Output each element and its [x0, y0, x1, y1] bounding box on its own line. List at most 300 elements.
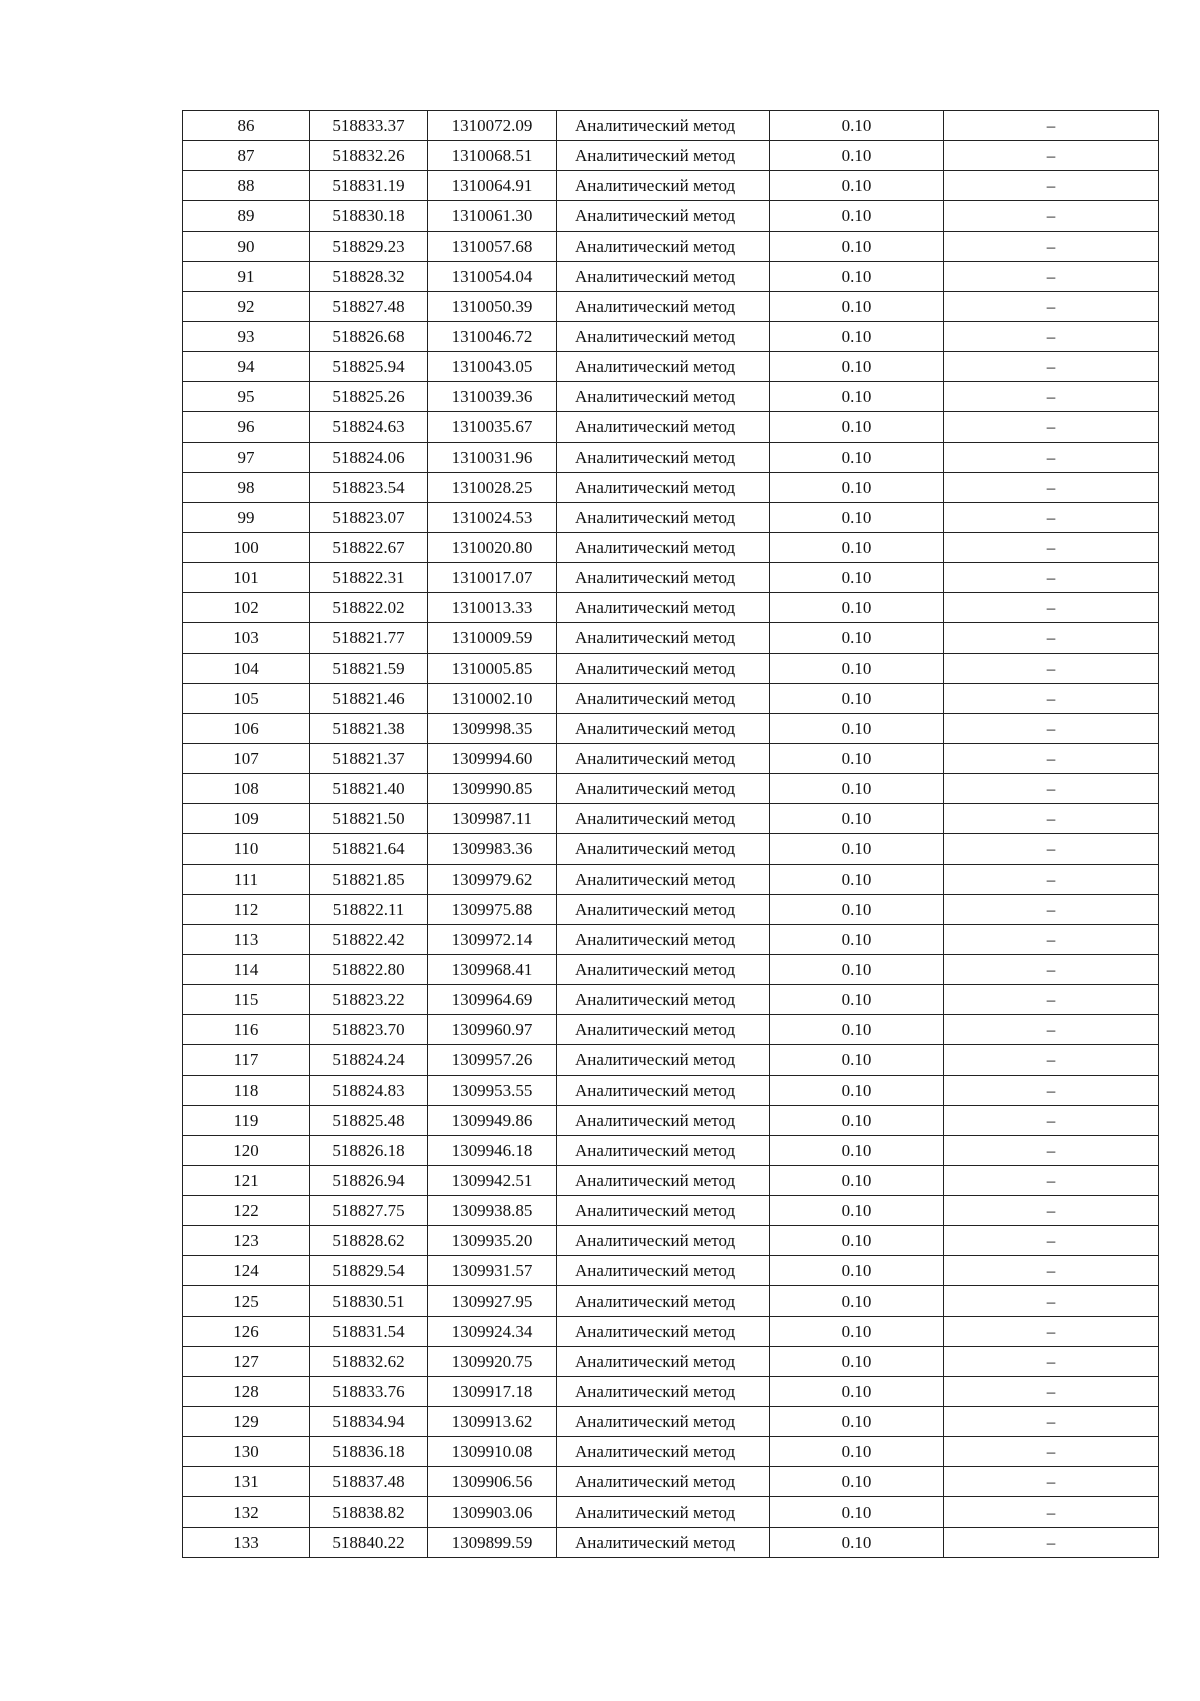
method-cell: Аналитический метод — [557, 412, 770, 442]
table-row — [183, 1196, 1159, 1226]
accuracy-cell: 0.10 — [770, 1316, 944, 1346]
table-row — [183, 111, 1159, 141]
accuracy-cell: 0.10 — [770, 201, 944, 231]
table-row — [183, 1165, 1159, 1195]
x-coordinate-cell: 518821.38 — [310, 713, 428, 743]
point-number-cell: 91 — [183, 261, 310, 291]
y-coordinate-cell: 1310050.39 — [428, 291, 557, 321]
dash-cell: – — [944, 412, 1159, 442]
x-coordinate-cell: 518827.75 — [310, 1196, 428, 1226]
x-coordinate-cell: 518838.82 — [310, 1497, 428, 1527]
x-coordinate-cell: 518833.37 — [310, 111, 428, 141]
y-coordinate-cell: 1310013.33 — [428, 593, 557, 623]
table-row — [183, 1045, 1159, 1075]
y-coordinate-cell: 1310072.09 — [428, 111, 557, 141]
point-number-cell: 116 — [183, 1015, 310, 1045]
y-coordinate-cell: 1309972.14 — [428, 924, 557, 954]
accuracy-cell: 0.10 — [770, 563, 944, 593]
accuracy-cell: 0.10 — [770, 1497, 944, 1527]
dash-cell: – — [944, 563, 1159, 593]
point-number-cell: 104 — [183, 653, 310, 683]
accuracy-cell: 0.10 — [770, 1165, 944, 1195]
method-cell: Аналитический метод — [557, 261, 770, 291]
dash-cell: – — [944, 1256, 1159, 1286]
table-row — [183, 1135, 1159, 1165]
method-cell: Аналитический метод — [557, 171, 770, 201]
dash-cell: – — [944, 1135, 1159, 1165]
method-cell: Аналитический метод — [557, 1105, 770, 1135]
point-number-cell: 128 — [183, 1376, 310, 1406]
dash-cell: – — [944, 774, 1159, 804]
table-row — [183, 1437, 1159, 1467]
x-coordinate-cell: 518821.37 — [310, 743, 428, 773]
point-number-cell: 121 — [183, 1165, 310, 1195]
point-number-cell: 96 — [183, 412, 310, 442]
dash-cell: – — [944, 1045, 1159, 1075]
table-row — [183, 382, 1159, 412]
y-coordinate-cell: 1310005.85 — [428, 653, 557, 683]
table-row — [183, 412, 1159, 442]
method-cell: Аналитический метод — [557, 352, 770, 382]
y-coordinate-cell: 1310031.96 — [428, 442, 557, 472]
y-coordinate-cell: 1309938.85 — [428, 1196, 557, 1226]
dash-cell: – — [944, 834, 1159, 864]
table-row — [183, 743, 1159, 773]
y-coordinate-cell: 1309998.35 — [428, 713, 557, 743]
method-cell: Аналитический метод — [557, 743, 770, 773]
dash-cell: – — [944, 1196, 1159, 1226]
y-coordinate-cell: 1310061.30 — [428, 201, 557, 231]
dash-cell: – — [944, 532, 1159, 562]
table-row — [183, 1346, 1159, 1376]
accuracy-cell: 0.10 — [770, 111, 944, 141]
y-coordinate-cell: 1310043.05 — [428, 352, 557, 382]
x-coordinate-cell: 518824.06 — [310, 442, 428, 472]
table-row — [183, 683, 1159, 713]
y-coordinate-cell: 1309917.18 — [428, 1376, 557, 1406]
y-coordinate-cell: 1310046.72 — [428, 321, 557, 351]
x-coordinate-cell: 518823.70 — [310, 1015, 428, 1045]
x-coordinate-cell: 518831.19 — [310, 171, 428, 201]
y-coordinate-cell: 1309899.59 — [428, 1527, 557, 1557]
x-coordinate-cell: 518828.32 — [310, 261, 428, 291]
point-number-cell: 86 — [183, 111, 310, 141]
table-row — [183, 1105, 1159, 1135]
method-cell: Аналитический метод — [557, 834, 770, 864]
dash-cell: – — [944, 141, 1159, 171]
method-cell: Аналитический метод — [557, 1437, 770, 1467]
accuracy-cell: 0.10 — [770, 653, 944, 683]
point-number-cell: 88 — [183, 171, 310, 201]
point-number-cell: 115 — [183, 985, 310, 1015]
method-cell: Аналитический метод — [557, 111, 770, 141]
accuracy-cell: 0.10 — [770, 1075, 944, 1105]
x-coordinate-cell: 518832.62 — [310, 1346, 428, 1376]
method-cell: Аналитический метод — [557, 1346, 770, 1376]
y-coordinate-cell: 1309968.41 — [428, 954, 557, 984]
y-coordinate-cell: 1309942.51 — [428, 1165, 557, 1195]
accuracy-cell: 0.10 — [770, 412, 944, 442]
method-cell: Аналитический метод — [557, 623, 770, 653]
y-coordinate-cell: 1309994.60 — [428, 743, 557, 773]
x-coordinate-cell: 518824.83 — [310, 1075, 428, 1105]
point-number-cell: 132 — [183, 1497, 310, 1527]
y-coordinate-cell: 1309913.62 — [428, 1407, 557, 1437]
x-coordinate-cell: 518827.48 — [310, 291, 428, 321]
table-row — [183, 563, 1159, 593]
method-cell: Аналитический метод — [557, 1075, 770, 1105]
accuracy-cell: 0.10 — [770, 532, 944, 562]
x-coordinate-cell: 518822.80 — [310, 954, 428, 984]
table-row — [183, 1376, 1159, 1406]
point-number-cell: 108 — [183, 774, 310, 804]
coordinates-table-body — [183, 111, 1159, 1558]
x-coordinate-cell: 518836.18 — [310, 1437, 428, 1467]
accuracy-cell: 0.10 — [770, 231, 944, 261]
dash-cell: – — [944, 352, 1159, 382]
method-cell: Аналитический метод — [557, 472, 770, 502]
y-coordinate-cell: 1309983.36 — [428, 834, 557, 864]
method-cell: Аналитический метод — [557, 1527, 770, 1557]
y-coordinate-cell: 1310028.25 — [428, 472, 557, 502]
accuracy-cell: 0.10 — [770, 1467, 944, 1497]
table-row — [183, 1467, 1159, 1497]
table-row — [183, 864, 1159, 894]
dash-cell: – — [944, 713, 1159, 743]
point-number-cell: 103 — [183, 623, 310, 653]
table-row — [183, 141, 1159, 171]
y-coordinate-cell: 1309920.75 — [428, 1346, 557, 1376]
accuracy-cell: 0.10 — [770, 1286, 944, 1316]
table-row — [183, 985, 1159, 1015]
accuracy-cell: 0.10 — [770, 774, 944, 804]
x-coordinate-cell: 518825.48 — [310, 1105, 428, 1135]
coordinates-table — [182, 110, 1159, 1558]
dash-cell: – — [944, 954, 1159, 984]
method-cell: Аналитический метод — [557, 593, 770, 623]
method-cell: Аналитический метод — [557, 563, 770, 593]
x-coordinate-cell: 518829.23 — [310, 231, 428, 261]
method-cell: Аналитический метод — [557, 1407, 770, 1437]
method-cell: Аналитический метод — [557, 291, 770, 321]
x-coordinate-cell: 518822.42 — [310, 924, 428, 954]
x-coordinate-cell: 518831.54 — [310, 1316, 428, 1346]
x-coordinate-cell: 518821.77 — [310, 623, 428, 653]
method-cell: Аналитический метод — [557, 1045, 770, 1075]
table-row — [183, 774, 1159, 804]
y-coordinate-cell: 1310020.80 — [428, 532, 557, 562]
y-coordinate-cell: 1310017.07 — [428, 563, 557, 593]
accuracy-cell: 0.10 — [770, 623, 944, 653]
method-cell: Аналитический метод — [557, 1467, 770, 1497]
method-cell: Аналитический метод — [557, 321, 770, 351]
table-row — [183, 291, 1159, 321]
method-cell: Аналитический метод — [557, 502, 770, 532]
dash-cell: – — [944, 864, 1159, 894]
dash-cell: – — [944, 1165, 1159, 1195]
y-coordinate-cell: 1309935.20 — [428, 1226, 557, 1256]
accuracy-cell: 0.10 — [770, 382, 944, 412]
x-coordinate-cell: 518832.26 — [310, 141, 428, 171]
point-number-cell: 97 — [183, 442, 310, 472]
method-cell: Аналитический метод — [557, 1196, 770, 1226]
point-number-cell: 101 — [183, 563, 310, 593]
dash-cell: – — [944, 1105, 1159, 1135]
table-row — [183, 1497, 1159, 1527]
y-coordinate-cell: 1309927.95 — [428, 1286, 557, 1316]
x-coordinate-cell: 518824.24 — [310, 1045, 428, 1075]
x-coordinate-cell: 518821.50 — [310, 804, 428, 834]
accuracy-cell: 0.10 — [770, 1045, 944, 1075]
method-cell: Аналитический метод — [557, 1015, 770, 1045]
accuracy-cell: 0.10 — [770, 834, 944, 864]
table-row — [183, 442, 1159, 472]
method-cell: Аналитический метод — [557, 653, 770, 683]
point-number-cell: 120 — [183, 1135, 310, 1165]
method-cell: Аналитический метод — [557, 1256, 770, 1286]
y-coordinate-cell: 1309949.86 — [428, 1105, 557, 1135]
x-coordinate-cell: 518822.02 — [310, 593, 428, 623]
point-number-cell: 100 — [183, 532, 310, 562]
point-number-cell: 107 — [183, 743, 310, 773]
dash-cell: – — [944, 291, 1159, 321]
x-coordinate-cell: 518823.54 — [310, 472, 428, 502]
y-coordinate-cell: 1310064.91 — [428, 171, 557, 201]
table-row — [183, 1015, 1159, 1045]
y-coordinate-cell: 1309979.62 — [428, 864, 557, 894]
y-coordinate-cell: 1309987.11 — [428, 804, 557, 834]
y-coordinate-cell: 1310035.67 — [428, 412, 557, 442]
table-row — [183, 894, 1159, 924]
accuracy-cell: 0.10 — [770, 1527, 944, 1557]
y-coordinate-cell: 1309953.55 — [428, 1075, 557, 1105]
accuracy-cell: 0.10 — [770, 1015, 944, 1045]
table-row — [183, 201, 1159, 231]
table-row — [183, 834, 1159, 864]
x-coordinate-cell: 518830.18 — [310, 201, 428, 231]
table-row — [183, 1316, 1159, 1346]
method-cell: Аналитический метод — [557, 804, 770, 834]
y-coordinate-cell: 1309975.88 — [428, 894, 557, 924]
point-number-cell: 109 — [183, 804, 310, 834]
dash-cell: – — [944, 924, 1159, 954]
point-number-cell: 117 — [183, 1045, 310, 1075]
table-row — [183, 352, 1159, 382]
accuracy-cell: 0.10 — [770, 472, 944, 502]
point-number-cell: 94 — [183, 352, 310, 382]
table-row — [183, 1226, 1159, 1256]
dash-cell: – — [944, 472, 1159, 502]
dash-cell: – — [944, 231, 1159, 261]
accuracy-cell: 0.10 — [770, 321, 944, 351]
accuracy-cell: 0.10 — [770, 1376, 944, 1406]
y-coordinate-cell: 1309910.08 — [428, 1437, 557, 1467]
y-coordinate-cell: 1309906.56 — [428, 1467, 557, 1497]
table-row — [183, 231, 1159, 261]
y-coordinate-cell: 1310039.36 — [428, 382, 557, 412]
method-cell: Аналитический метод — [557, 442, 770, 472]
point-number-cell: 110 — [183, 834, 310, 864]
accuracy-cell: 0.10 — [770, 171, 944, 201]
table-row — [183, 1407, 1159, 1437]
x-coordinate-cell: 518821.59 — [310, 653, 428, 683]
accuracy-cell: 0.10 — [770, 954, 944, 984]
point-number-cell: 118 — [183, 1075, 310, 1105]
point-number-cell: 126 — [183, 1316, 310, 1346]
method-cell: Аналитический метод — [557, 864, 770, 894]
x-coordinate-cell: 518834.94 — [310, 1407, 428, 1437]
accuracy-cell: 0.10 — [770, 1226, 944, 1256]
method-cell: Аналитический метод — [557, 683, 770, 713]
dash-cell: – — [944, 653, 1159, 683]
y-coordinate-cell: 1310009.59 — [428, 623, 557, 653]
accuracy-cell: 0.10 — [770, 924, 944, 954]
method-cell: Аналитический метод — [557, 532, 770, 562]
accuracy-cell: 0.10 — [770, 894, 944, 924]
dash-cell: – — [944, 985, 1159, 1015]
point-number-cell: 105 — [183, 683, 310, 713]
y-coordinate-cell: 1309903.06 — [428, 1497, 557, 1527]
point-number-cell: 114 — [183, 954, 310, 984]
table-row — [183, 804, 1159, 834]
dash-cell: – — [944, 321, 1159, 351]
dash-cell: – — [944, 442, 1159, 472]
x-coordinate-cell: 518823.22 — [310, 985, 428, 1015]
accuracy-cell: 0.10 — [770, 1135, 944, 1165]
accuracy-cell: 0.10 — [770, 683, 944, 713]
method-cell: Аналитический метод — [557, 201, 770, 231]
x-coordinate-cell: 518821.64 — [310, 834, 428, 864]
point-number-cell: 122 — [183, 1196, 310, 1226]
method-cell: Аналитический метод — [557, 954, 770, 984]
accuracy-cell: 0.10 — [770, 1407, 944, 1437]
table-row — [183, 171, 1159, 201]
point-number-cell: 93 — [183, 321, 310, 351]
point-number-cell: 99 — [183, 502, 310, 532]
method-cell: Аналитический метод — [557, 985, 770, 1015]
point-number-cell: 133 — [183, 1527, 310, 1557]
x-coordinate-cell: 518821.46 — [310, 683, 428, 713]
x-coordinate-cell: 518826.68 — [310, 321, 428, 351]
method-cell: Аналитический метод — [557, 1226, 770, 1256]
y-coordinate-cell: 1309960.97 — [428, 1015, 557, 1045]
dash-cell: – — [944, 1346, 1159, 1376]
accuracy-cell: 0.10 — [770, 713, 944, 743]
accuracy-cell: 0.10 — [770, 985, 944, 1015]
table-row — [183, 1256, 1159, 1286]
dash-cell: – — [944, 111, 1159, 141]
table-row — [183, 593, 1159, 623]
table-row — [183, 713, 1159, 743]
dash-cell: – — [944, 1497, 1159, 1527]
y-coordinate-cell: 1310002.10 — [428, 683, 557, 713]
dash-cell: – — [944, 894, 1159, 924]
y-coordinate-cell: 1310054.04 — [428, 261, 557, 291]
point-number-cell: 129 — [183, 1407, 310, 1437]
dash-cell: – — [944, 743, 1159, 773]
point-number-cell: 102 — [183, 593, 310, 623]
dash-cell: – — [944, 1407, 1159, 1437]
dash-cell: – — [944, 1226, 1159, 1256]
table-row — [183, 261, 1159, 291]
dash-cell: – — [944, 1527, 1159, 1557]
accuracy-cell: 0.10 — [770, 593, 944, 623]
y-coordinate-cell: 1310068.51 — [428, 141, 557, 171]
point-number-cell: 98 — [183, 472, 310, 502]
y-coordinate-cell: 1309946.18 — [428, 1135, 557, 1165]
method-cell: Аналитический метод — [557, 141, 770, 171]
dash-cell: – — [944, 804, 1159, 834]
accuracy-cell: 0.10 — [770, 502, 944, 532]
point-number-cell: 124 — [183, 1256, 310, 1286]
point-number-cell: 92 — [183, 291, 310, 321]
table-row — [183, 502, 1159, 532]
table-row — [183, 653, 1159, 683]
table-row — [183, 472, 1159, 502]
x-coordinate-cell: 518830.51 — [310, 1286, 428, 1316]
table-row — [183, 1075, 1159, 1105]
point-number-cell: 130 — [183, 1437, 310, 1467]
point-number-cell: 125 — [183, 1286, 310, 1316]
method-cell: Аналитический метод — [557, 774, 770, 804]
y-coordinate-cell: 1309924.34 — [428, 1316, 557, 1346]
dash-cell: – — [944, 1075, 1159, 1105]
method-cell: Аналитический метод — [557, 924, 770, 954]
x-coordinate-cell: 518826.18 — [310, 1135, 428, 1165]
x-coordinate-cell: 518821.40 — [310, 774, 428, 804]
method-cell: Аналитический метод — [557, 1316, 770, 1346]
dash-cell: – — [944, 1286, 1159, 1316]
accuracy-cell: 0.10 — [770, 442, 944, 472]
method-cell: Аналитический метод — [557, 382, 770, 412]
x-coordinate-cell: 518837.48 — [310, 1467, 428, 1497]
method-cell: Аналитический метод — [557, 1165, 770, 1195]
dash-cell: – — [944, 201, 1159, 231]
accuracy-cell: 0.10 — [770, 864, 944, 894]
accuracy-cell: 0.10 — [770, 1437, 944, 1467]
x-coordinate-cell: 518833.76 — [310, 1376, 428, 1406]
dash-cell: – — [944, 502, 1159, 532]
method-cell: Аналитический метод — [557, 1135, 770, 1165]
dash-cell: – — [944, 261, 1159, 291]
method-cell: Аналитический метод — [557, 713, 770, 743]
table-row — [183, 924, 1159, 954]
accuracy-cell: 0.10 — [770, 804, 944, 834]
y-coordinate-cell: 1310024.53 — [428, 502, 557, 532]
dash-cell: – — [944, 171, 1159, 201]
table-row — [183, 1286, 1159, 1316]
x-coordinate-cell: 518822.11 — [310, 894, 428, 924]
accuracy-cell: 0.10 — [770, 1196, 944, 1226]
x-coordinate-cell: 518840.22 — [310, 1527, 428, 1557]
x-coordinate-cell: 518823.07 — [310, 502, 428, 532]
method-cell: Аналитический метод — [557, 1286, 770, 1316]
accuracy-cell: 0.10 — [770, 1256, 944, 1286]
method-cell: Аналитический метод — [557, 1497, 770, 1527]
point-number-cell: 112 — [183, 894, 310, 924]
x-coordinate-cell: 518825.94 — [310, 352, 428, 382]
accuracy-cell: 0.10 — [770, 291, 944, 321]
y-coordinate-cell: 1310057.68 — [428, 231, 557, 261]
dash-cell: – — [944, 1316, 1159, 1346]
y-coordinate-cell: 1309931.57 — [428, 1256, 557, 1286]
accuracy-cell: 0.10 — [770, 1346, 944, 1376]
x-coordinate-cell: 518822.67 — [310, 532, 428, 562]
point-number-cell: 119 — [183, 1105, 310, 1135]
point-number-cell: 123 — [183, 1226, 310, 1256]
point-number-cell: 111 — [183, 864, 310, 894]
dash-cell: – — [944, 683, 1159, 713]
